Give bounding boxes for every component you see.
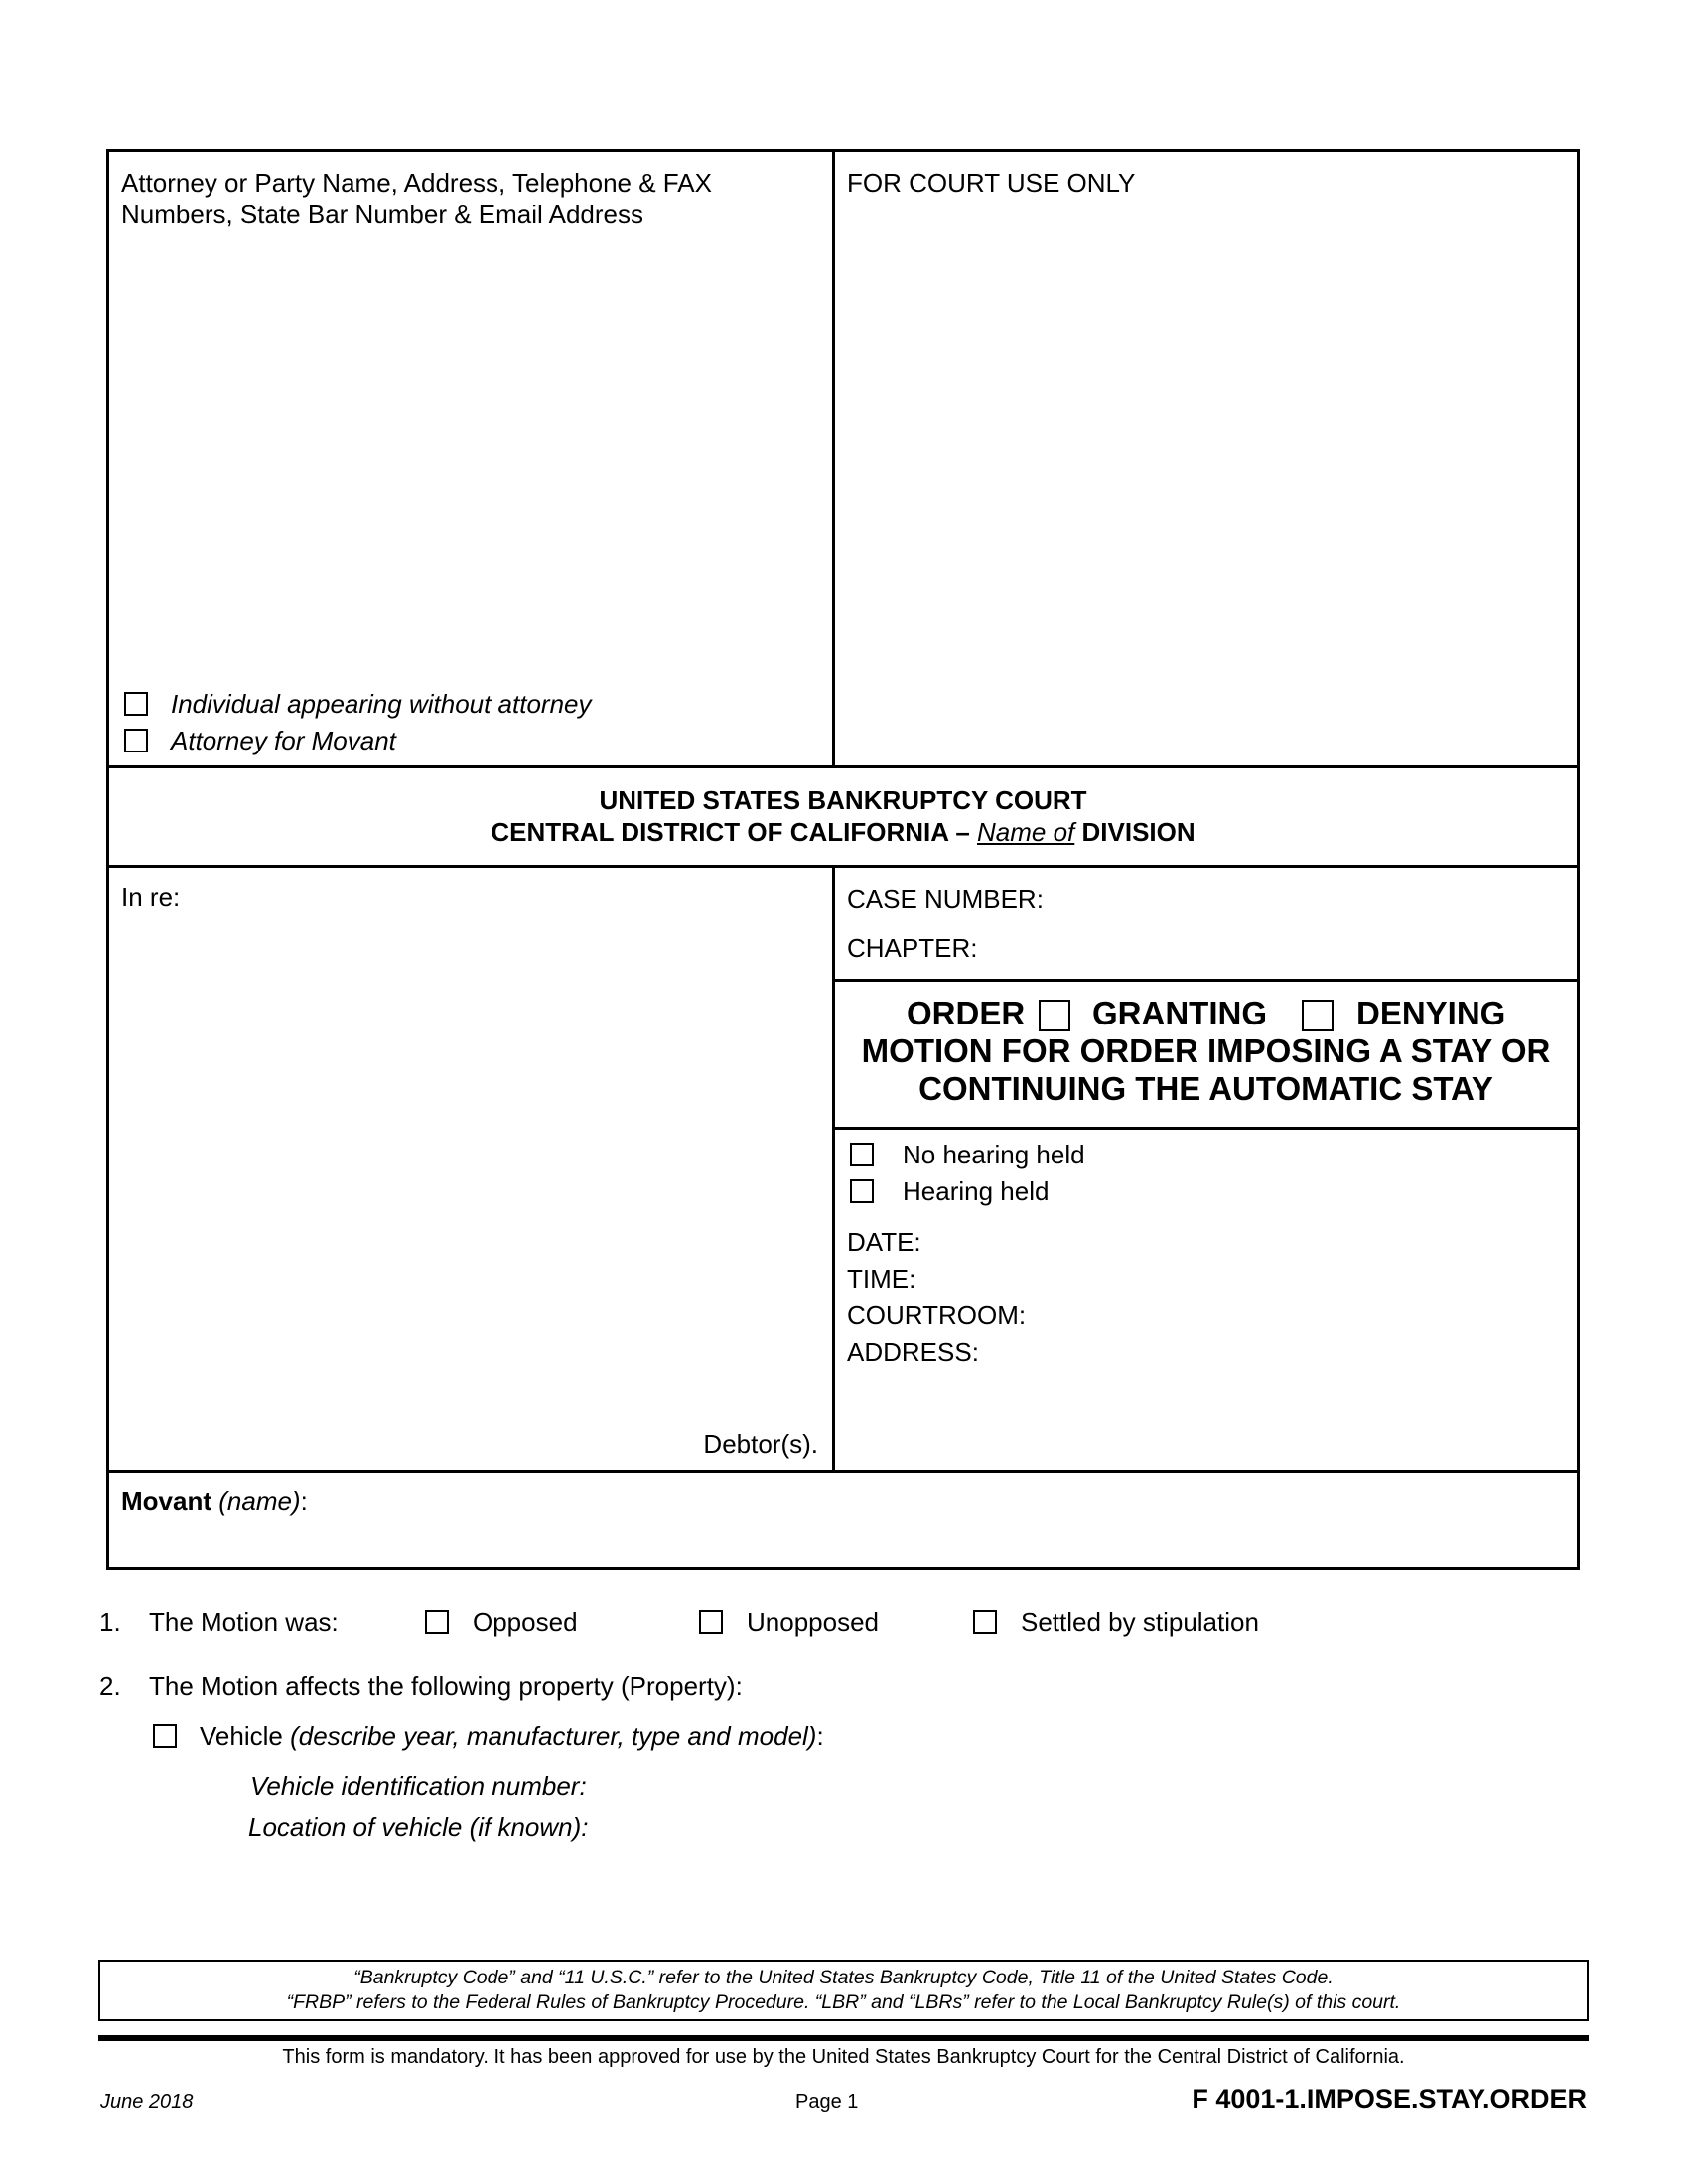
in-re-label: In re: [121, 883, 181, 912]
court-line2 [106, 816, 1580, 848]
attorney-label [121, 167, 816, 230]
court-name [106, 784, 1580, 848]
opposed-label: Opposed [473, 1607, 578, 1637]
time-label: TIME: [847, 1264, 916, 1294]
chapter-label: CHAPTER: [847, 933, 978, 963]
no-hearing-label: No hearing held [903, 1140, 1085, 1169]
definitions-box [98, 1960, 1589, 2021]
movant-word: Movant [121, 1486, 211, 1516]
order-title-line2: MOTION FOR ORDER IMPOSING A STAY OR [861, 1032, 1551, 1069]
vehicle-label: Vehicle [200, 1721, 283, 1751]
unopposed-checkbox[interactable] [699, 1610, 723, 1634]
court-line2-prefix: CENTRAL DISTRICT OF CALIFORNIA – [491, 817, 970, 847]
item2-number: 2. [99, 1671, 121, 1701]
vehicle-colon: : [816, 1721, 824, 1751]
unopposed-label: Unopposed [747, 1607, 879, 1637]
court-division-name: Name of [977, 817, 1075, 847]
order-title [832, 995, 1580, 1108]
opposed-checkbox[interactable] [425, 1610, 449, 1634]
order-title-line1 [832, 995, 1580, 1032]
definitions-line2: “FRBP” refers to the Federal Rules of Bankruptcy Procedure. “LBR” and “LBRs” refer to the Local Bankruptcy Rule(s) of this court. [286, 1991, 1401, 2013]
vehicle-checkbox[interactable] [153, 1724, 177, 1748]
denying-label: DENYING [1356, 995, 1506, 1031]
divider [106, 865, 1580, 868]
settled-checkbox[interactable] [973, 1610, 997, 1634]
date-label: DATE: [847, 1227, 921, 1257]
attorney-label-line1: Attorney or Party Name, Address, Telephone & FAX [121, 168, 712, 198]
form-date: June 2018 [100, 2091, 194, 2113]
vin-label: Vehicle identification number: [250, 1771, 587, 1801]
no-hearing-checkbox[interactable] [850, 1143, 874, 1166]
divider [832, 149, 835, 766]
form-number: F 4001-1.IMPOSE.STAY.ORDER [1192, 2084, 1587, 2114]
movant-label [121, 1485, 308, 1517]
divider [832, 979, 1580, 982]
item1-label: The Motion was: [149, 1607, 339, 1637]
attorney-label-line2: Numbers, State Bar Number & Email Address [121, 200, 643, 229]
attorney-option-label: Attorney for Movant [171, 726, 396, 755]
page-number: Page 1 [795, 2091, 859, 2113]
individual-checkbox[interactable] [124, 692, 148, 716]
settled-label: Settled by stipulation [1021, 1607, 1259, 1637]
individual-option-label: Individual appearing without attorney [171, 689, 592, 719]
movant-name-hint: (name) [218, 1486, 301, 1516]
divider [106, 765, 1580, 768]
court-line2-suffix: DIVISION [1081, 817, 1196, 847]
hearing-held-checkbox[interactable] [850, 1179, 874, 1203]
debtors-label: Debtor(s). [703, 1430, 818, 1459]
court-line1: UNITED STATES BANKRUPTCY COURT [599, 785, 1087, 815]
granting-checkbox[interactable] [1039, 1000, 1070, 1031]
hearing-held-label: Hearing held [903, 1176, 1050, 1206]
denying-checkbox[interactable] [1302, 1000, 1334, 1031]
divider [832, 1127, 1580, 1130]
definitions-line1: “Bankruptcy Code” and “11 U.S.C.” refer to the United States Bankruptcy Code, Title 11 of the United States Code. [353, 1967, 1334, 1988]
movant-colon: : [300, 1486, 308, 1516]
vehicle-hint: (describe year, manufacturer, type and model) [290, 1721, 817, 1751]
caption-box [106, 149, 1580, 1570]
court-use-label: FOR COURT USE ONLY [847, 168, 1136, 198]
vehicle-line [200, 1720, 824, 1752]
mandatory-notice: This form is mandatory. It has been approved for use by the United States Bankruptcy Court for the Central District of California. [282, 2046, 1405, 2068]
item2-label: The Motion affects the following property (Property): [149, 1671, 743, 1701]
attorney-for-movant-checkbox[interactable] [124, 729, 148, 752]
order-title-line3: CONTINUING THE AUTOMATIC STAY [918, 1070, 1493, 1107]
divider [106, 1470, 1580, 1473]
order-word: ORDER [907, 995, 1026, 1031]
address-label: ADDRESS: [847, 1337, 979, 1367]
case-number-label: CASE NUMBER: [847, 885, 1044, 914]
item1-number: 1. [99, 1607, 121, 1637]
granting-label: GRANTING [1092, 995, 1267, 1031]
footer-rule [98, 2035, 1589, 2041]
location-label: Location of vehicle (if known): [248, 1812, 589, 1842]
divider [832, 865, 835, 1472]
courtroom-label: COURTROOM: [847, 1300, 1027, 1330]
hearing-details [847, 1224, 1026, 1371]
